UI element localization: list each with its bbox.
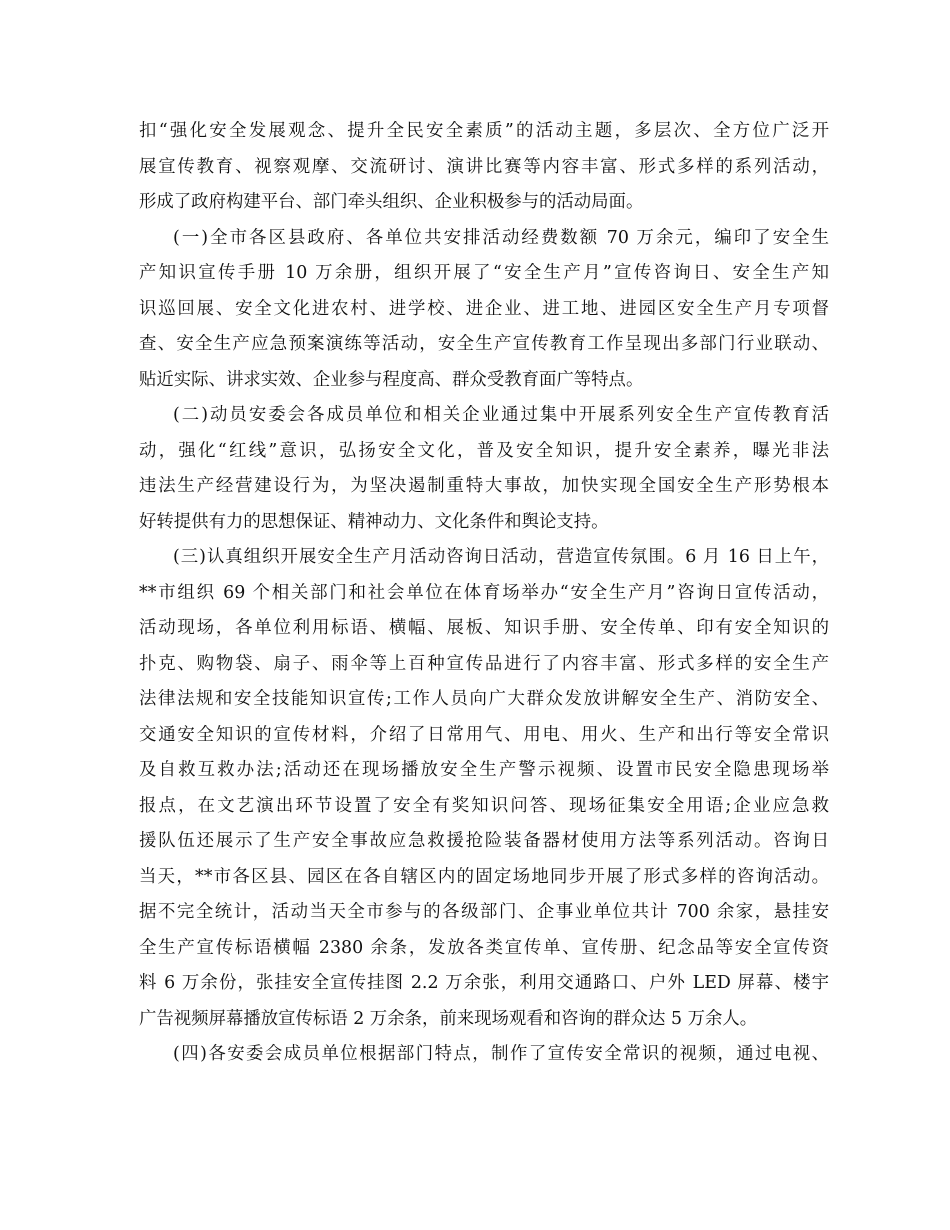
text-line: (三)认真组织开展安全生产月活动咨询日活动，营造宣传氛围。6 月 16 日上午， bbox=[173, 547, 829, 567]
text-line: 查、安全生产应急预案演练等活动，安全生产宣传教育工作呈现出多部门行业联动、 bbox=[139, 334, 829, 354]
text-line: 展宣传教育、视察观摩、交流研讨、演讲比赛等内容丰富、形式多样的系列活动， bbox=[139, 156, 829, 177]
text-line: 贴近实际、讲求实效、企业参与程度高、群众受教育面广等特点。 bbox=[139, 369, 644, 390]
text-line: 扣“强化安全发展观念、提升全民安全素质”的活动主题，多层次、全方位广泛开 bbox=[139, 121, 829, 141]
text-line: 动，强化“红线”意识，弘扬安全文化，普及安全知识，提升安全素养，曝光非法 bbox=[139, 440, 829, 461]
text-line: 料 6 万余份，张挂安全宣传挂图 2.2 万余张，利用交通路口、户外 LED 屏幕、楼宇 bbox=[139, 973, 829, 993]
text-line: 好转提供有力的思想保证、精神动力、文化条件和舆论支持。 bbox=[139, 511, 609, 532]
text-line: 识巡回展、安全文化进农村、进学校、进企业、进工地、进园区安全生产月专项督 bbox=[139, 298, 829, 319]
text-line: 全生产宣传标语横幅 2380 余条，发放各类宣传单、宣传册、纪念品等安全宣传资 bbox=[139, 937, 829, 958]
text-line: **市组织 69 个相关部门和社会单位在体育场举办“安全生产月”咨询日宣传活动， bbox=[139, 582, 829, 603]
text-line: 违法生产经营建设行为，为坚决遏制重特大事故，加快实现全国安全生产形势根本 bbox=[139, 476, 829, 496]
text-line: 法律法规和安全技能知识宣传;工作人员向广大群众发放讲解安全生产、消防安全、 bbox=[139, 689, 829, 709]
body-text bbox=[139, 114, 829, 1073]
text-line: (二)动员安委会各成员单位和相关企业通过集中开展系列安全生产宣传教育活 bbox=[173, 405, 829, 425]
text-line: (一)全市各区县政府、各单位共安排活动经费数额 70 万余元，编印了安全生 bbox=[173, 227, 829, 248]
text-line: 交通安全知识的宣传材料，介绍了日常用气、用电、用火、生产和出行等安全常识 bbox=[139, 724, 829, 745]
text-line: 形成了政府构建平台、部门牵头组织、企业积极参与的活动局面。 bbox=[139, 192, 644, 212]
text-line: 当天，**市各区县、园区在各自辖区内的固定场地同步开展了形式多样的咨询活动。 bbox=[139, 866, 829, 887]
text-line: 产知识宣传手册 10 万余册，组织开展了“安全生产月”宣传咨询日、安全生产知 bbox=[139, 263, 829, 283]
text-line: 及自救互救办法;活动还在现场播放安全生产警示视频、设置市民安全隐患现场举 bbox=[139, 760, 829, 780]
text-line: 据不完全统计，活动当天全市参与的各级部门、企事业单位共计 700 余家，悬挂安 bbox=[139, 902, 829, 922]
text-line: 报点，在文艺演出环节设置了安全有奖知识问答、现场征集安全用语;企业应急救 bbox=[139, 795, 829, 816]
text-line: 广告视频屏幕播放宣传标语 2 万余条，前来现场观看和咨询的群众达 5 万余人。 bbox=[139, 1008, 758, 1029]
text-line: 活动现场，各单位利用标语、横幅、展板、知识手册、安全传单、印有安全知识的 bbox=[139, 618, 829, 638]
text-line: 援队伍还展示了生产安全事故应急救援抢险装备器材使用方法等系列活动。咨询日 bbox=[139, 831, 829, 851]
text-line: (四)各安委会成员单位根据部门特点，制作了宣传安全常识的视频，通过电视、 bbox=[173, 1044, 829, 1064]
text-line: 扑克、购物袋、扇子、雨伞等上百种宣传品进行了内容丰富、形式多样的安全生产 bbox=[139, 653, 829, 674]
